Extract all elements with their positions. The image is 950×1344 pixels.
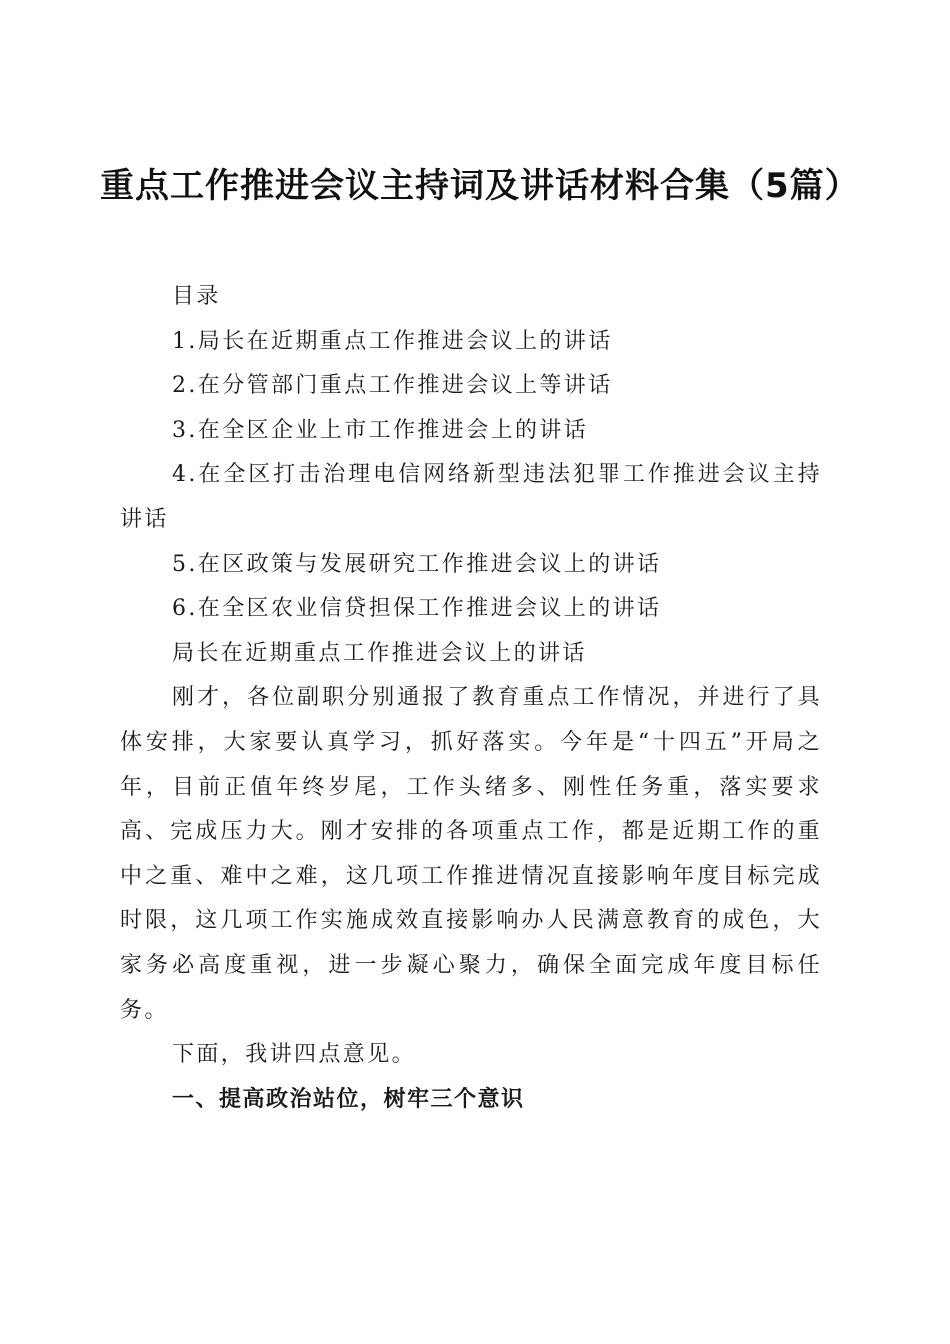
toc-item: 3.在全区企业上市工作推进会上的讲话 (172, 417, 589, 443)
toc-item: 5.在区政策与发展研究工作推进会议上的讲话 (172, 551, 662, 577)
body-paragraph: 刚才，各位副职分别通报了教育重点工作情况，并进行了具体安排，大家要认真学习，抓好落实。今年是“十四五”开局之年，目前正值年终岁尾，工作头绪多、刚性任务重，落实要求高、完成压力大。刚才安排的各项重点工作，都是近期工作的重中之重、难中之难，这几项工作推进情况直接影响年度目标完成时限，这几项工作实施成效直接影响办人民满意教育的成色，大家务必高度重视，进一步凝心聚力，确保全面完成年度目标任务。 (120, 685, 822, 1023)
toc-item: 2.在分管部门重点工作推进会议上等讲话 (172, 373, 613, 399)
toc-item: 4.在全区打击治理电信网络新型违法犯罪工作推进会议主持讲话 (120, 462, 822, 532)
toc-item: 1.局长在近期重点工作推进会议上的讲话 (172, 328, 613, 354)
document-body (120, 275, 822, 1122)
body-paragraph: 下面，我讲四点意见。 (172, 1042, 417, 1068)
document-title: 重点工作推进会议主持词及讲话材料合集（5篇） (100, 165, 860, 206)
toc-item: 6.在全区农业信贷担保工作推进会议上的讲话 (172, 596, 662, 622)
section-heading: 一、提高政治站位，树牢三个意识 (172, 1086, 525, 1112)
toc-label: 目录 (172, 284, 221, 309)
section-title: 局长在近期重点工作推进会议上的讲话 (172, 640, 587, 666)
